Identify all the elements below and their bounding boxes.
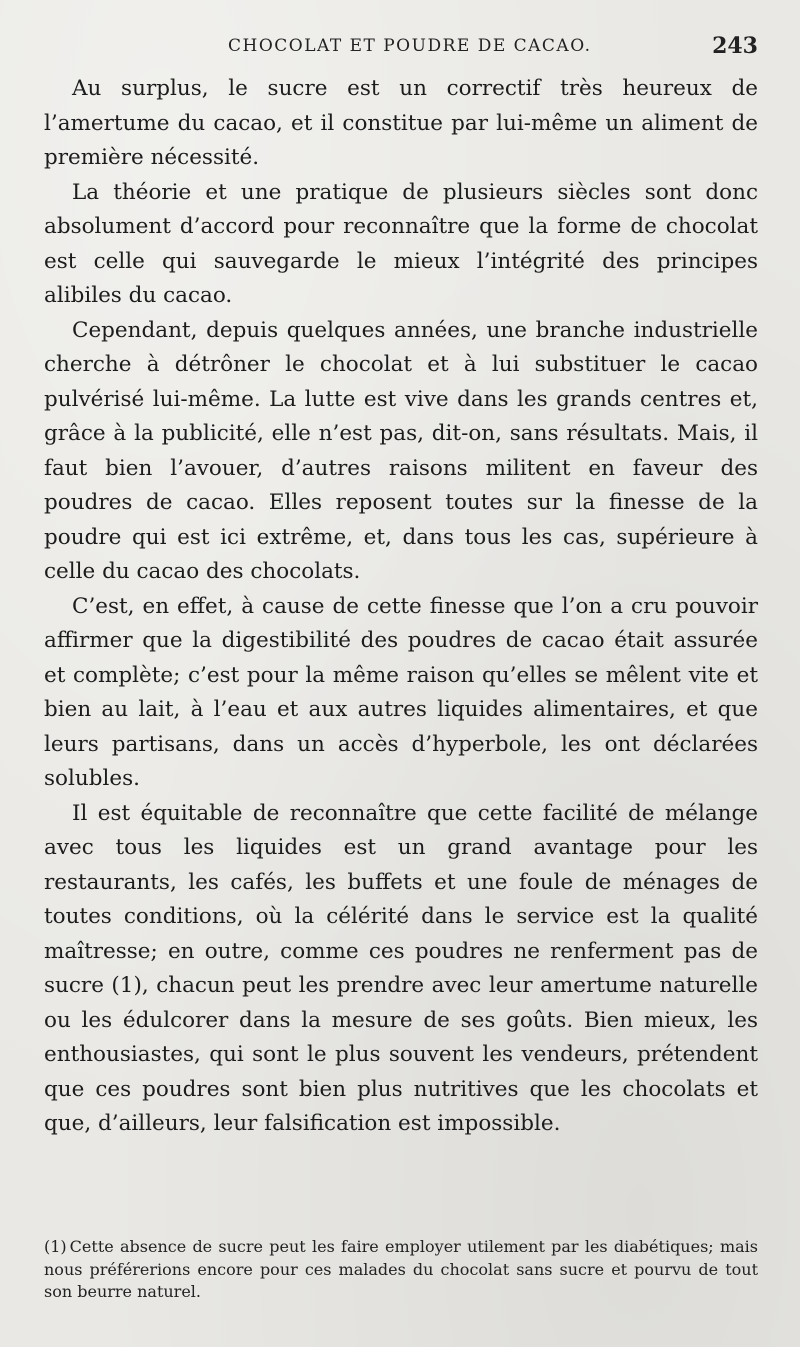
page-number: 243 [712,33,758,59]
paragraph: Il est équitable de reconnaître que cette facilité de mélange avec tous les liquides est un grand avantage pour les restaurants, les cafés, les buffets et une foule de ménages de toutes conditions, où la célérité dans le service est la qualité maîtresse; en outre, comme ces poudres ne renferment pas de sucre (1), chacun peut les prendre avec leur amertume naturelle ou les édulcorer dans la mesure de ses goûts. Bien mieux, les enthousiastes, qui sont le plus souvent les vendeurs, prétendent que ces poudres sont bien plus nutritives que les chocolats et que, d’ailleurs, leur falsification est impossible. [44,800,758,1136]
footnote-marker: (1) [44,1237,67,1256]
paragraph: La théorie et une pratique de plusieurs siècles sont donc absolument d’accord pour reconnaître que la forme de chocolat est celle qui sauvegarde le mieux l’intégrité des principes alibiles du cacao. [44,179,758,308]
paragraph: Au surplus, le sucre est un correctif très heureux de l’amertume du cacao, et il constitue par lui-même un aliment de première nécessité. [44,76,758,170]
body-text [44,72,758,1142]
paragraph: Cependant, depuis quelques années, une branche industrielle cherche à détrôner le chocolat et à lui substituer le cacao pulvérisé lui-même. La lutte est vive dans les grands centres et, grâce à la publicité, elle n’est pas, dit-on, sans résultats. Mais, il faut bien l’avouer, d’autres raisons militent en faveur des poudres de cacao. Elles reposent toutes sur la finesse de la poudre qui est ici extrême, et, dans tous les cas, supérieure à celle du cacao des chocolats. [44,317,758,584]
footnote-text: Cette absence de sucre peut les faire employer utilement par les diabétiques; mais nous préférerions encore pour ces malades du chocolat sans sucre et pourvu de tout son beurre naturel. [44,1237,758,1301]
footnote [44,1236,758,1304]
running-title: CHOCOLAT ET POUDRE DE CACAO. [228,36,592,56]
running-head [44,33,758,64]
paragraph: C’est, en effet, à cause de cette finesse que l’on a cru pouvoir affirmer que la digestibilité des poudres de cacao était assurée et complète; c’est pour la même raison qu’elles se mêlent vite et bien au lait, à l’eau et aux autres liquides alimentaires, et que leurs partisans, dans un accès d’hyperbole, les ont déclarées solubles. [44,593,758,791]
